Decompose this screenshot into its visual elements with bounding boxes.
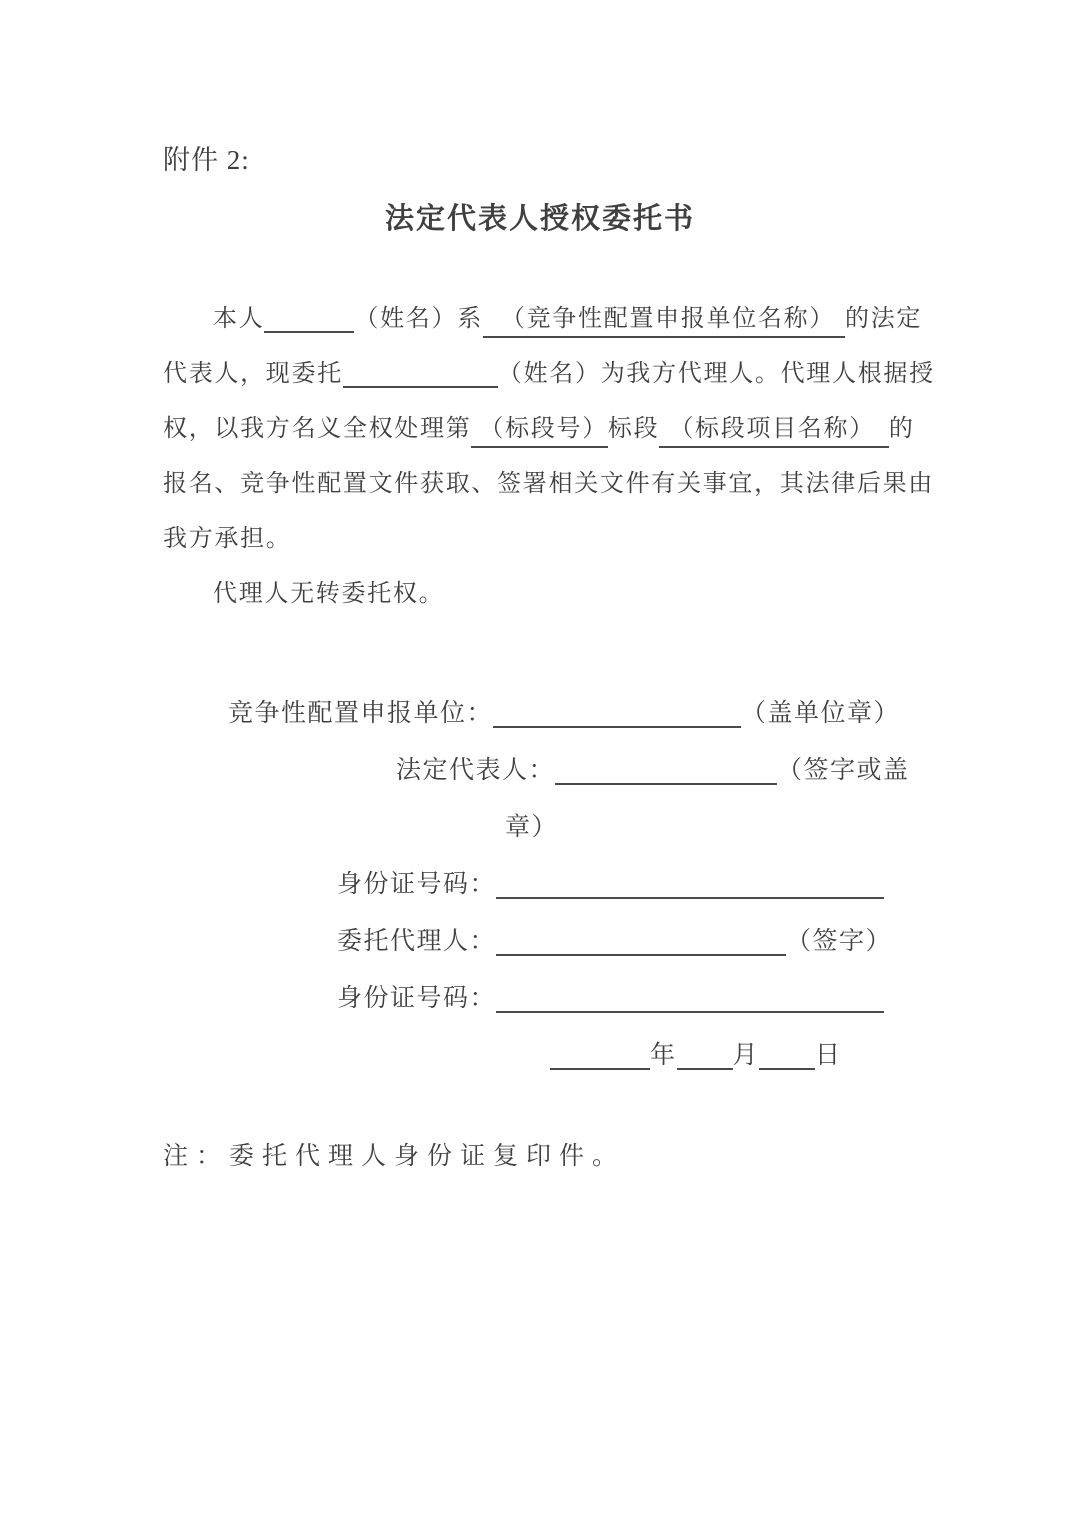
body-text: [163, 292, 953, 622]
month-label: 月: [732, 1042, 760, 1069]
footnote: 注：委托代理人身份证复印件。: [163, 1143, 626, 1170]
name-blank: [264, 331, 354, 333]
representative-label: 法定代表人：: [396, 757, 556, 784]
representative-sign-note-part2: 章）: [505, 814, 559, 841]
agent-id-line: [337, 975, 884, 1023]
underline-spacer: [659, 435, 669, 436]
p1-l1-text-d: 的法定: [845, 306, 923, 332]
p1-l2-text-a: 代表人，现委托: [163, 361, 343, 387]
unit-signature-blank: [493, 726, 741, 728]
p1-l4-text: 报名、竞争性配置文件获取、签署相关文件有关事宜，其法律后果由: [163, 471, 934, 497]
attachment-label: 附件 2:: [163, 145, 250, 175]
paragraph1-line4: [163, 457, 953, 512]
paragraph1-line1: [163, 292, 953, 347]
signature-unit-line: [228, 690, 900, 738]
p1-l5-text: 我方承担。: [163, 526, 292, 552]
p1-l1-text-c: （竞争性配置申报单位名称）: [500, 306, 836, 332]
p1-l1-text-a: 本人: [213, 306, 265, 332]
document-title: 法定代表人授权委托书: [384, 203, 695, 235]
section-number-underlined-group: [471, 414, 608, 448]
p1-l3-text-a: 权，以我方名义全权处理第: [163, 416, 472, 442]
agent-signature-blank: [496, 954, 786, 956]
day-label: 日: [815, 1042, 842, 1069]
agent-name-blank: [343, 386, 498, 388]
paragraph1-line3: [163, 402, 953, 457]
underline-spacer: [483, 325, 501, 326]
paragraph1-line2: [163, 347, 953, 402]
p1-l1-text-b: （姓名）系: [354, 306, 483, 332]
project-name-underlined-group: [659, 414, 889, 448]
p1-l3-text-d: （标段项目名称）: [669, 416, 875, 442]
p1-l3-text-e: 的: [888, 416, 915, 442]
agent-id-blank: [496, 1011, 884, 1013]
p2-text: 代理人无转委托权。: [213, 581, 445, 607]
year-label: 年: [650, 1042, 677, 1069]
unit-seal-note: （盖单位章）: [741, 700, 901, 727]
representative-sign-note-part1: （签字或盖: [777, 757, 910, 784]
unit-name-underlined-group: [483, 304, 845, 338]
paragraph2-line: [163, 567, 953, 622]
agent-label: 委托代理人：: [337, 928, 497, 955]
representative-signature-blank: [555, 783, 777, 785]
signature-agent-line: [337, 918, 892, 966]
signature-representative-line: [396, 747, 910, 795]
month-blank: [677, 1068, 733, 1070]
day-blank: [759, 1068, 815, 1070]
underline-spacer: [835, 325, 845, 326]
representative-id-blank: [496, 897, 884, 899]
unit-label: 竞争性配置申报单位：: [228, 700, 494, 727]
underline-spacer: [875, 435, 889, 436]
date-line: [550, 1032, 842, 1080]
representative-id-line: [337, 861, 884, 909]
year-blank: [550, 1068, 650, 1070]
p1-l3-text-b: （标段号）: [479, 416, 608, 442]
p1-l3-text-c: 标段: [607, 416, 660, 442]
id-number-label-1: 身份证号码：: [337, 871, 497, 898]
signature-representative-note-wrap-line: [505, 804, 558, 852]
agent-sign-note: （签字）: [786, 928, 893, 955]
id-number-label-2: 身份证号码：: [337, 985, 497, 1012]
paragraph1-line5: [163, 512, 953, 567]
p1-l2-text-b: （姓名）为我方代理人。代理人根据授: [497, 361, 935, 387]
